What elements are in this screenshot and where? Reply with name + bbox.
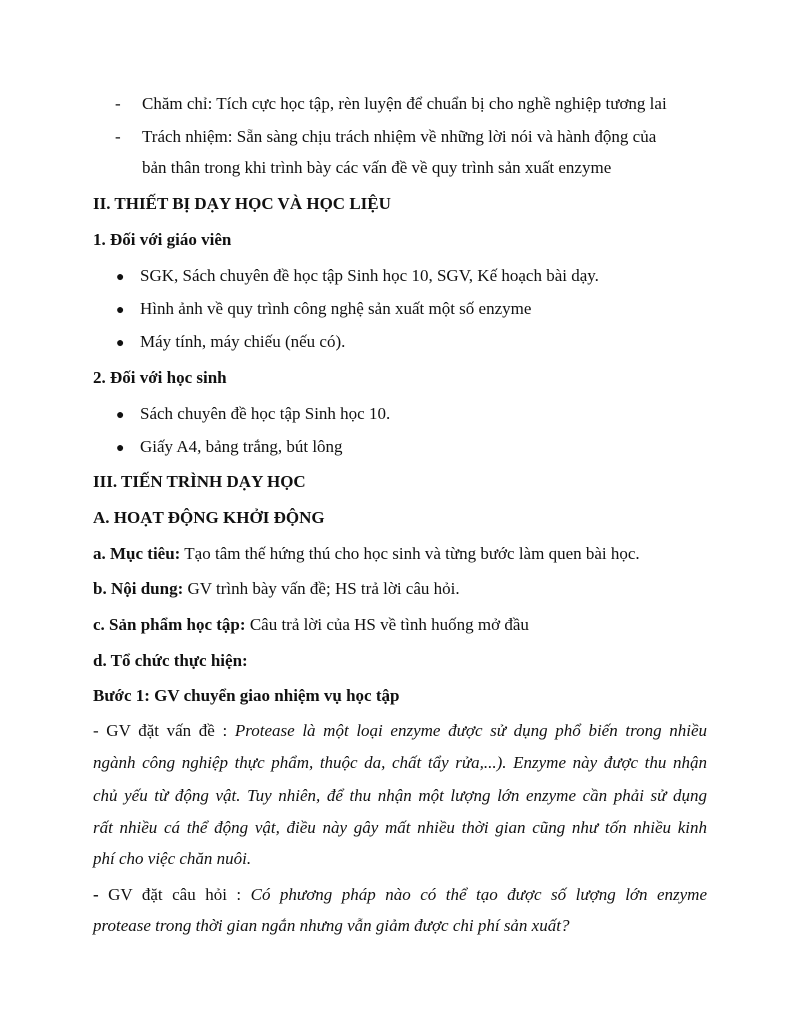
product-text: Câu trả lời của HS về tình huống mở đầu (245, 615, 529, 634)
bullet-icon: ● (116, 408, 125, 423)
objective-label: a. Mục tiêu: (93, 544, 181, 563)
product-label: c. Sản phẩm học tập: (93, 615, 246, 634)
problem-line: ngành công nghiệp thực phẩm, thuộc da, chất tẩy rửa,...). Enzyme này được thu nhận (93, 753, 707, 772)
bullet-icon: ● (116, 303, 125, 318)
subsection-heading: 2. Đối với học sinh (93, 368, 227, 387)
objective-line (93, 543, 640, 565)
question-prefix: GV đặt câu hỏi : (98, 885, 251, 904)
list-item (115, 126, 656, 148)
list-item-text: Trách nhiệm: Sẵn sàng chịu trách nhiệm về những lời nói và hành động của (142, 127, 657, 146)
list-item (116, 331, 345, 355)
list-item-text: Máy tính, máy chiếu (nếu có). (140, 332, 346, 351)
question-line: protease trong thời gian ngắn nhưng vẫn giảm được chi phí sản xuất? (93, 916, 570, 935)
list-item-text: Sách chuyên đề học tập Sinh học 10. (140, 404, 391, 423)
problem-text: Protease là một loại enzyme được sử dụng phổ biến trong nhiều (234, 721, 707, 740)
bullet-icon: ● (116, 441, 125, 456)
section-heading: III. TIẾN TRÌNH DẠY HỌC (93, 472, 306, 491)
list-item-text: SGK, Sách chuyên đề học tập Sinh học 10, SGV, Kế hoạch bài dạy. (140, 266, 599, 285)
bullet-icon: ● (116, 270, 125, 285)
list-item (116, 436, 343, 460)
section-heading: II. THIẾT BỊ DẠY HỌC VÀ HỌC LIỆU (93, 194, 391, 213)
list-item-text: Hình ảnh về quy trình công nghệ sản xuất một số enzyme (140, 299, 532, 318)
content-label: b. Nội dung: (93, 579, 184, 598)
list-item-continuation: bản thân trong khi trình bày các vấn đề về quy trình sản xuất enzyme (142, 158, 612, 177)
problem-line: phí cho việc chăn nuôi. (93, 849, 252, 868)
question-dash: - (93, 885, 99, 904)
question-text: Có phương pháp nào có thể tạo được số lượng lớn enzyme (250, 885, 707, 904)
problem-line (93, 720, 707, 742)
problem-prefix: - GV đặt vấn đề : (93, 721, 235, 740)
subsection-heading: 1. Đối với giáo viên (93, 230, 232, 249)
objective-text: Tạo tâm thế hứng thú cho học sinh và từng bước làm quen bài học. (180, 544, 640, 563)
organize-heading: d. Tổ chức thực hiện: (93, 651, 248, 670)
content-text: GV trình bày vấn đề; HS trả lời câu hỏi. (183, 579, 460, 598)
list-item (116, 403, 390, 427)
list-item-text: Chăm chỉ: Tích cực học tập, rèn luyện để chuẩn bị cho nghề nghiệp tương lai (142, 94, 667, 113)
list-item (116, 298, 531, 322)
bullet-icon: ● (116, 336, 125, 351)
content-line (93, 578, 460, 600)
question-line (93, 884, 707, 906)
problem-line: chủ yếu từ động vật. Tuy nhiên, để thu nhận một lượng lớn enzyme cần phải sử dụng (93, 786, 707, 805)
subsection-heading: A. HOẠT ĐỘNG KHỞI ĐỘNG (93, 508, 325, 527)
list-item-text: Giấy A4, bảng trắng, bút lông (140, 437, 343, 456)
problem-line: rất nhiều cá thể động vật, điều này gây mất nhiều thời gian cũng như tốn nhiều kinh (93, 818, 707, 837)
list-item (116, 265, 599, 289)
list-item (115, 93, 667, 115)
product-line (93, 614, 529, 636)
list-dash: - (115, 127, 121, 146)
list-dash: - (115, 94, 121, 113)
step-heading: Bước 1: GV chuyển giao nhiệm vụ học tập (93, 686, 400, 705)
